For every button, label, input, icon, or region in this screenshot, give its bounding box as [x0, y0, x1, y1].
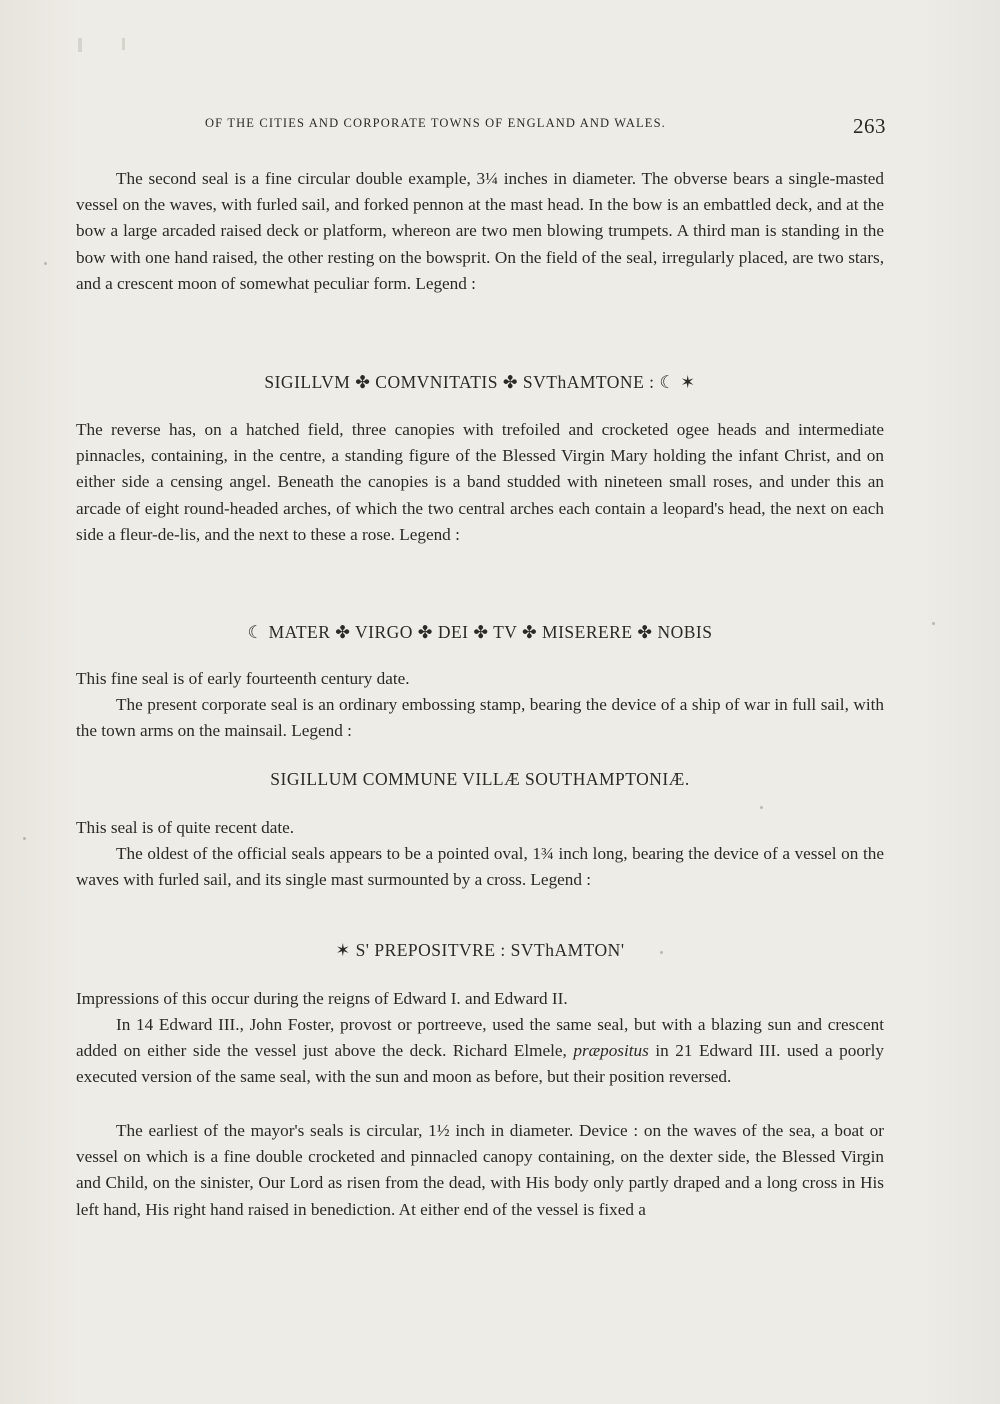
- paragraph-second-seal: The second seal is a fine circular double example, 3¼ inches in diameter. The obverse bears a single-masted vessel on the waves, with furled sail, and forked pennon at the mast head. In the bow is an embattled deck, and at the bow a large arcaded raised deck or platform, whereon are two men blowing trumpets. A third man is standing in the bow with one hand raised, the other resting on the bowsprit. On the field of the seal, irregularly placed, are two stars, and a crescent moon of somewhat peculiar form. Legend :: [76, 169, 884, 293]
- seal-legend-obverse: SIGILLVM ✤ COMVNITATIS ✤ SVThAMTONE : ☾ ✶: [264, 372, 696, 392]
- paper-speck: [760, 806, 763, 809]
- paragraph-date: This fine seal is of early fourteenth century date.: [76, 669, 410, 688]
- paragraph-mayor-seal: The earliest of the mayor's seals is circular, 1½ inch in diameter. Device : on the waves of the sea, a boat or vessel on which is a fine double crocketed and pinnacled canopy containing, on the dexter side, the Blessed Virgin and Child, on the sinister, Our Lord as risen from the dead, with His body only partly draped and a long cross in His left hand, His right hand raised in benediction. At either end of the vessel is fixed a: [76, 1121, 884, 1219]
- paragraph-present-seal: The present corporate seal is an ordinary embossing stamp, bearing the device of a ship of war in full sail, with the town arms on the mainsail. Legend :: [76, 695, 884, 741]
- running-head: OF THE CITIES AND CORPORATE TOWNS OF ENGLAND AND WALES.: [205, 116, 666, 130]
- seal-legend-present: SIGILLUM COMMUNE VILLÆ SOUTHAMPTONIÆ.: [270, 769, 690, 789]
- paper-speck: [44, 262, 47, 265]
- italic-term: præpositus: [573, 1041, 649, 1061]
- page-edge-mark: [122, 38, 125, 50]
- paper-speck: [660, 951, 663, 954]
- page-edge-mark: [78, 38, 82, 52]
- paragraph-reverse: The reverse has, on a hatched field, three canopies with trefoiled and crocketed ogee heads and intermediate pinnacles, containing, in the centre, a standing figure of the Blessed Virgin Mary holding the infant Christ, and on either side a censing angel. Beneath the canopies is a band studded with nineteen small roses, and under this an arcade of eight round-headed arches, of which the two central arches each contain a leopard's head, the next on each side a fleur-de-lis, and the next to these a rose. Legend :: [76, 420, 884, 544]
- paragraph-text: In 14 Edward III., John Foster, provost or portreeve, used the same seal, but with a blazing sun and crescent added on either side the vessel just above the deck. Richard Elmele,: [76, 1015, 884, 1061]
- paragraph-impressions: Impressions of this occur during the reigns of Edward I. and Edward II.: [76, 989, 568, 1008]
- paragraph-oldest-seal: The oldest of the official seals appears to be a pointed oval, 1¾ inch long, bearing the device of a vessel on the waves with furled sail, and its single mast surmounted by a cross. Legend :: [76, 844, 884, 890]
- seal-legend-oldest: ✶ S' PREPOSITVRE : SVThAMTON': [335, 940, 625, 960]
- paper-speck: [23, 837, 26, 840]
- seal-legend-reverse: ☾ MATER ✤ VIRGO ✤ DEI ✤ TV ✤ MISERERE ✤ NOBIS: [247, 622, 713, 642]
- paragraph-recent-date: This seal is of quite recent date.: [76, 818, 295, 837]
- paragraph-text: in 21 Edward III. used a poorly executed version of the same seal, with the sun and moon as before, but their position reversed.: [76, 1041, 885, 1087]
- page-number: 263: [853, 114, 886, 138]
- paragraph-edward-iii: [76, 1012, 884, 1091]
- paper-speck: [932, 622, 935, 625]
